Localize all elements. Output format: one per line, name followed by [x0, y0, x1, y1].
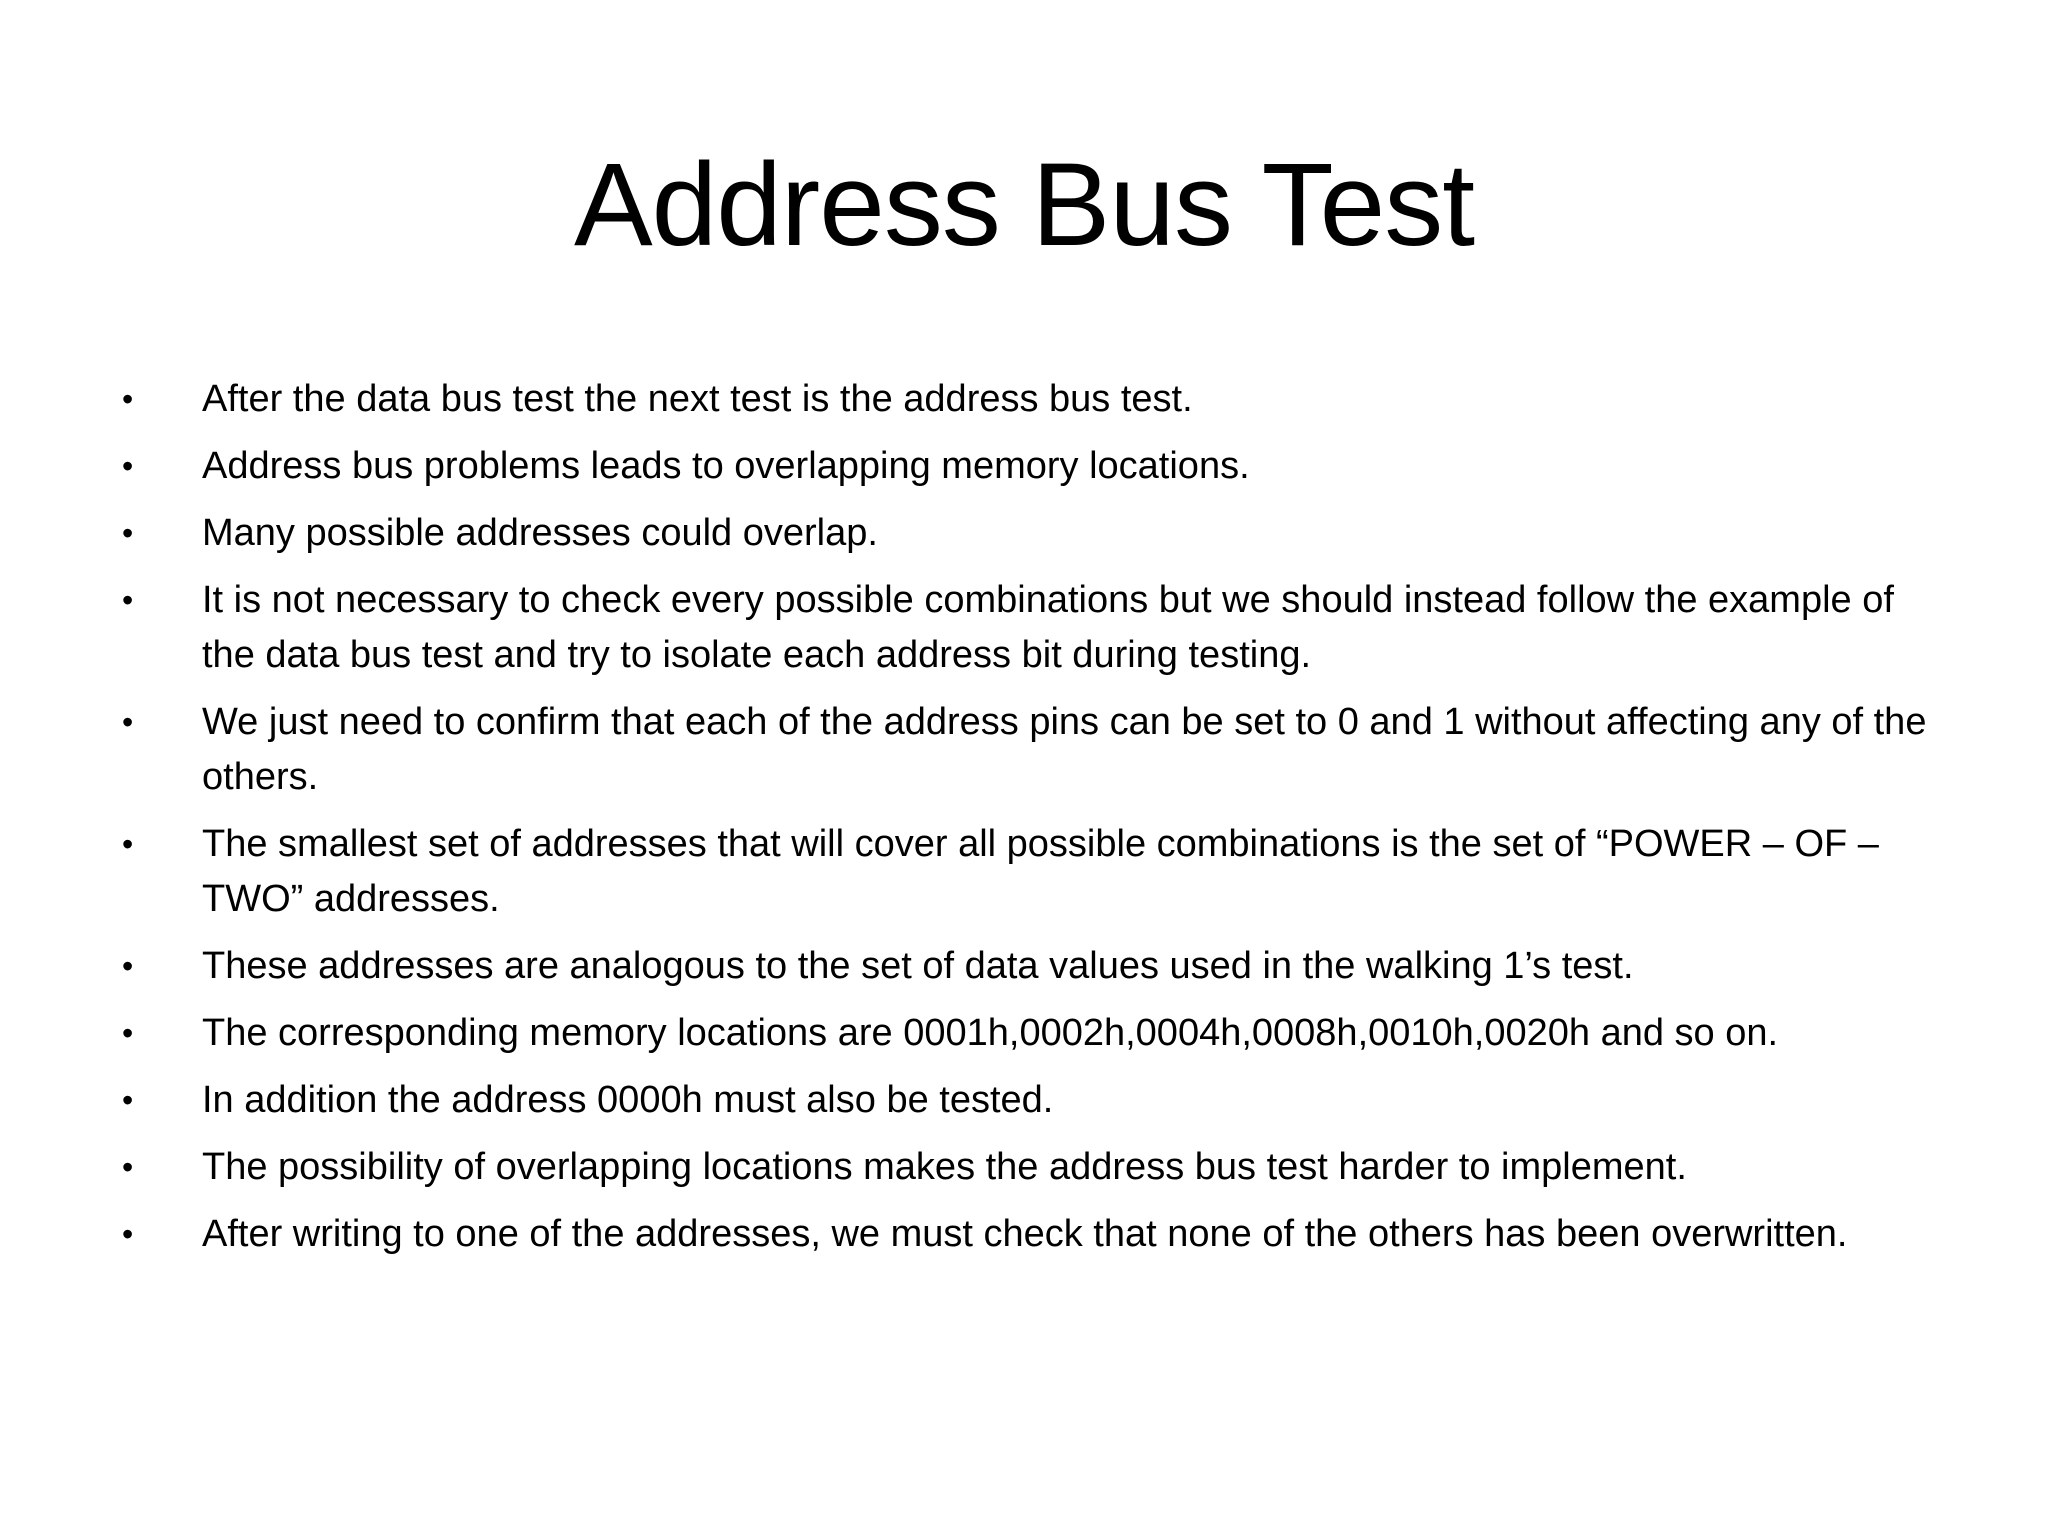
bullet-text: After writing to one of the addresses, we must check that none of the others has been overwritten. — [202, 1213, 1848, 1255]
bullet-item — [122, 1207, 1952, 1262]
bullet-glyph: • — [122, 1216, 134, 1252]
bullet-item — [122, 573, 1952, 683]
bullet-item — [122, 372, 1952, 427]
bullet-glyph: • — [122, 1149, 134, 1185]
bullet-text: These addresses are analogous to the set of data values used in the walking 1’s test. — [202, 945, 1634, 987]
slide-title: Address Bus Test — [573, 139, 1475, 271]
bullet-glyph: • — [122, 1015, 134, 1051]
bullet-text: Many possible addresses could overlap. — [202, 512, 878, 554]
bullet-glyph: • — [122, 948, 134, 984]
bullet-text: The corresponding memory locations are 0001h,0002h,0004h,0008h,0010h,0020h and so on. — [202, 1012, 1779, 1054]
bullet-glyph: • — [122, 381, 134, 417]
bullet-item — [122, 817, 1952, 927]
bullet-text: It is not necessary to check every possible combinations but we should instead follow the example of the data bus test and try to isolate each address bit during testing. — [202, 579, 1894, 676]
bullet-text: After the data bus test the next test is the address bus test. — [202, 378, 1193, 420]
bullet-item — [122, 439, 1952, 494]
bullet-list — [122, 372, 1952, 1274]
bullet-glyph: • — [122, 704, 134, 740]
bullet-item — [122, 939, 1952, 994]
bullet-item — [122, 695, 1952, 805]
bullet-text: We just need to confirm that each of the address pins can be set to 0 and 1 without affecting any of the others. — [202, 701, 1927, 798]
bullet-glyph: • — [122, 448, 134, 484]
bullet-glyph: • — [122, 826, 134, 862]
bullet-item — [122, 1006, 1952, 1061]
bullet-item — [122, 1073, 1952, 1128]
bullet-text: The smallest set of addresses that will cover all possible combinations is the set of “POWER – OF – TWO” addresses. — [202, 823, 1879, 920]
bullet-item — [122, 506, 1952, 561]
bullet-glyph: • — [122, 1082, 134, 1118]
bullet-text: Address bus problems leads to overlapping memory locations. — [202, 445, 1250, 487]
bullet-text: The possibility of overlapping locations makes the address bus test harder to implement. — [202, 1146, 1687, 1188]
bullet-glyph: • — [122, 515, 134, 551]
bullet-glyph: • — [122, 582, 134, 618]
bullet-item — [122, 1140, 1952, 1195]
bullet-text: In addition the address 0000h must also be tested. — [202, 1079, 1054, 1121]
